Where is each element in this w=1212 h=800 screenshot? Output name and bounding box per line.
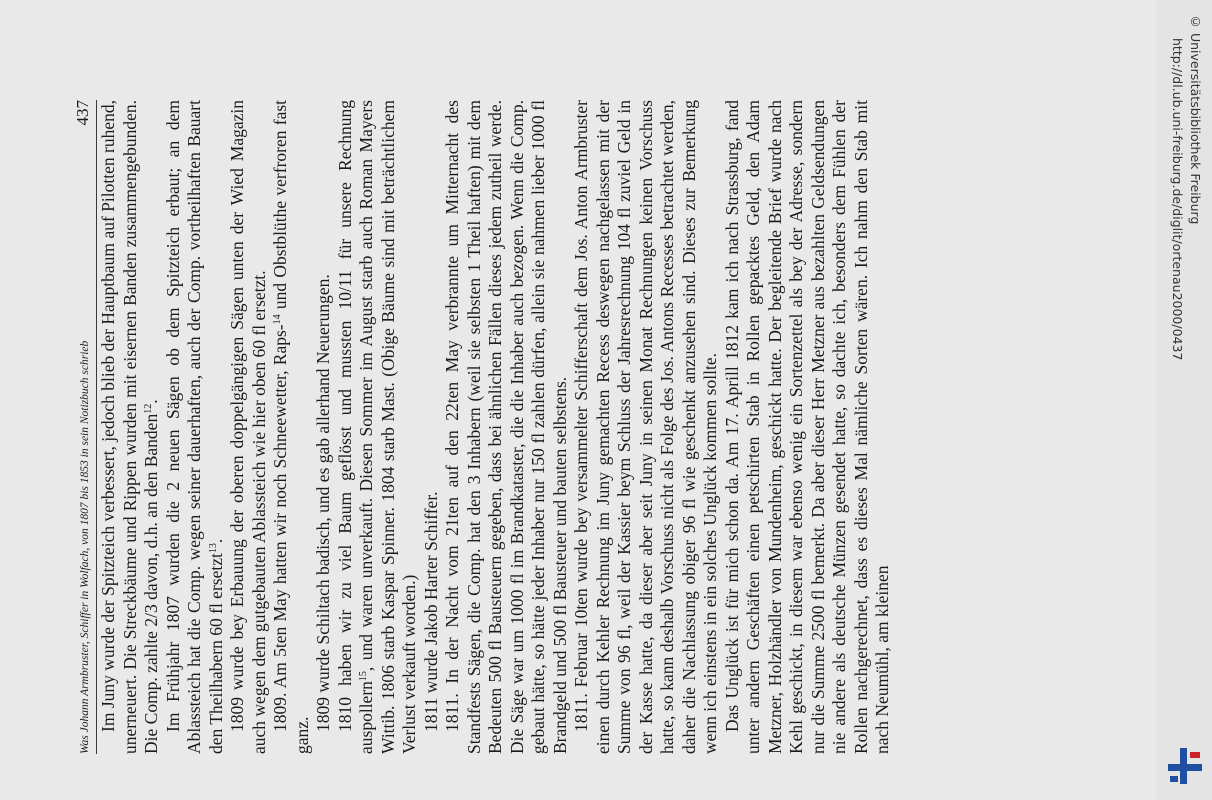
paragraph: 1811. Februar 10ten wurde bey versammelter Schifferschaft dem Jos. Anton Armbruster einen durch Kehler Rechnung im Juny gemachten Recess deswegen nachgelassen mit der Summe von 96 fl, weil der Kassier beym Schluss der Jahresrechnung 104 fl zuviel Geld in der Kasse hatte, da dieser aber seit Juny in seinen Monat Rechnungen keinen Vorschuss hatte, so kann deshalb Vorschuss nicht als Folge des Jos. Antons Recesses betrachtet werden, daher die Nachlassung obiger 96 fl wie geschenkt anzusehen sind. Dieses zur Bemerkung wenn ich einstens in ein solches Unglück kommen sollte. bbox=[571, 100, 720, 754]
digitization-sidebar bbox=[1156, 0, 1212, 800]
paragraph: 1811 wurde Jakob Harter Schiffer. bbox=[420, 491, 441, 732]
paragraph: 1809 wurde Schiltach badisch, und es gab allerhand Neuerungen. bbox=[313, 274, 333, 732]
library-logo-icon bbox=[1168, 744, 1202, 784]
running-head-title: Was Johann Armbruster, Schiffer in Wolfach, von 1807 bis 1853 in sein Notizbuch schrieb bbox=[79, 340, 91, 754]
running-head bbox=[70, 100, 97, 754]
footnote-ref: 13 bbox=[207, 543, 219, 554]
footnote-ref: 14 bbox=[272, 314, 283, 325]
body-text bbox=[98, 100, 894, 754]
paragraph: Im Juny wurde der Spitzteich verbessert, jedoch blieb der Hauptbaum auf Pilotten ruhend, unerneuert. Die Streckbäume und Rippen wurden mit eisernen Banden zusammengebunden. Die Comp. zahlte 2/3 davon, d.h. an den Banden$^{12}$. bbox=[98, 100, 161, 754]
paragraph: 1811. In der Nacht vom 21ten auf den 22ten May verbrannte um Mitternacht des Standfests Sägen, die Comp. hat den 3 Inhabern (weil sie selbsten 1 Theil haften) mit dem Bedeuten 500 fl Bausteuern gegeben, dass bei ähnlichen Fällen dieses jedem zutheil werde. Die Säge war um 1000 fl im Brandkataster, die die Inhaber auch bezogen. Wenn die Comp. gebaut hätte, so hätte jeder Inhaber nur 150 fl zahlen dürfen, allein sie nahmen lieber 1000 fl Brandgeld und 500 fl Bausteuer und bauten selbstens. bbox=[442, 100, 570, 754]
paragraph: Im Frühjahr 1807 wurden die 2 neuen Sägen ob dem Spitzteich erbaut; an dem Ablassteich hat die Comp. wegen seiner dauerhaften, auch der Comp. vortheilhaften Bauart den Theilhabern 60 fl ersetzt$^{13}$. bbox=[162, 100, 226, 754]
paragraph: 1809. Am 5ten May hatten wir noch Schneewetter, Raps-$^{14}$ und Obstblüthe verfroren fast ganz. bbox=[270, 99, 312, 754]
paragraph: 1809 wurde bey Erbauung der oberen doppelgängigen Sägen unten der Wied Magazin auch wegen dem gutgebauten Ablassteich wie hier oben 60 fl ersetzt. bbox=[227, 100, 269, 754]
footnote-ref: 12 bbox=[143, 403, 154, 414]
paragraph: 1810 haben wir zu viel Baum geflösst und mussten 10/11 für unsere Rechnung auspollern$^{15}$, und waren unverkauft. Diesen Sommer im August starb auch Roman Mayers Wittib. 1806 starb Kaspar Spinner. 1804 starb Mast. (Obige Bäume sind mit beträchtlichem Verlust verkauft worden.) bbox=[334, 100, 419, 754]
copyright-note: © Universitätsbibliothek Freiburg bbox=[1188, 14, 1203, 225]
page-number: 437 bbox=[73, 100, 92, 126]
footnote-ref: 15 bbox=[358, 671, 369, 682]
paragraph: Das Unglück ist für mich schon da. Am 17. Aprill 1812 kam ich nach Strassburg, fand unter andern Geschäften einen petschirten Stab in Rollen gepacktes Geld, den Adam Metzner, Holzhändler von Mundenheim, geschickt hatte. Der begleitende Brief wurde nach Kehl geschickt, in diesem war ebenso wenig ein Sortenzettel als bey der Adresse, sondern nur die Summe 2500 fl bemerkt. Da aber dieser Herr Metzner aus bezahlten Geldsendungen nie andere als deutsche Münzen gesendet hatte, so dachte ich, besonders dem Fühlen der Rollen nachgerechnet, dass es dieses Mal nämliche Sorten wären. Ich nahm den Stab mit nach Neumühl, am kleinen bbox=[721, 100, 892, 754]
permalink-url[interactable]: http://dl.ub.uni-freiburg.de/diglit/ortenau2000/0437 bbox=[1170, 38, 1185, 361]
